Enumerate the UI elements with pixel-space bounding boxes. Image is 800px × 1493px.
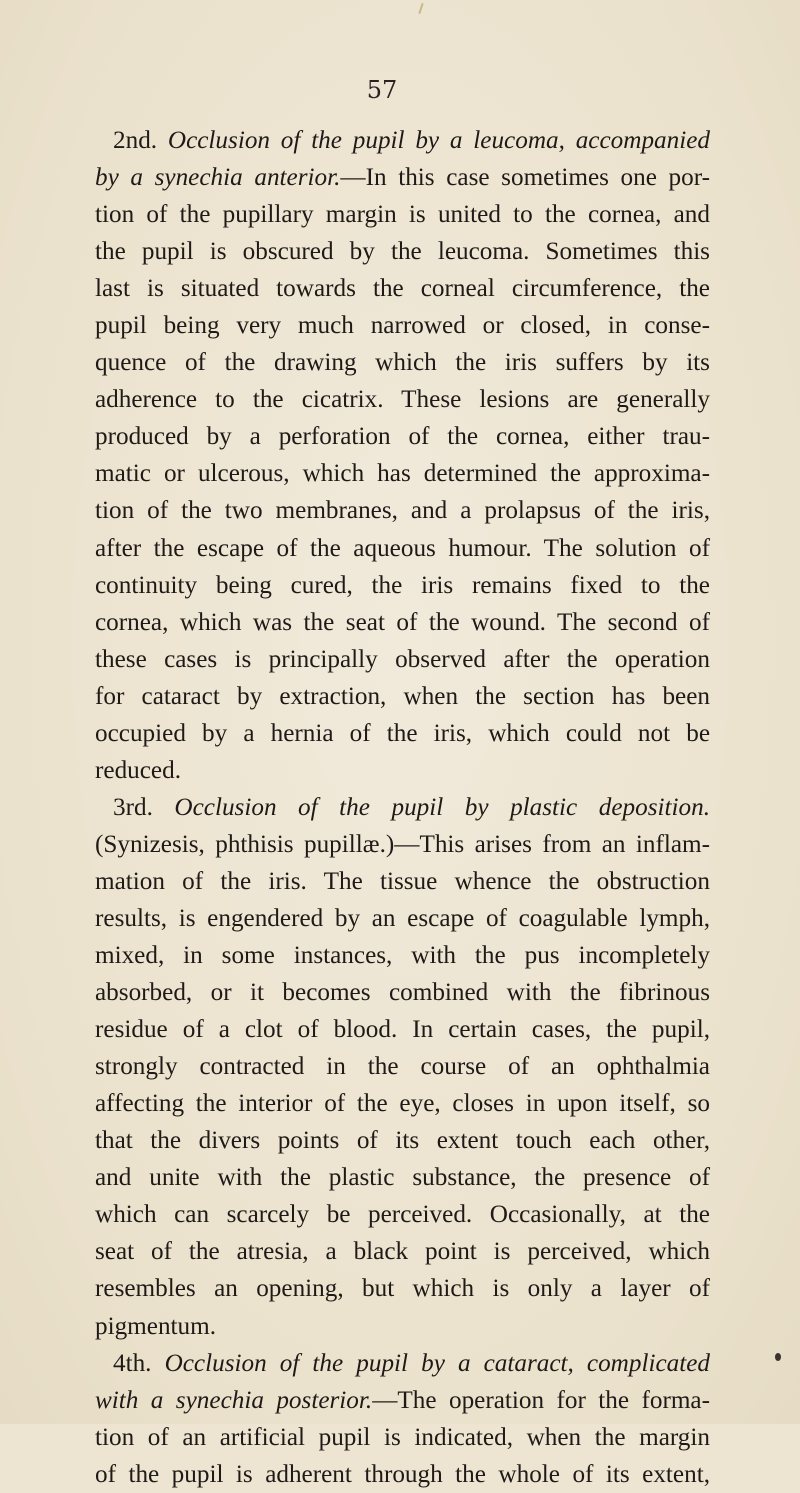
text-line: [95, 900, 710, 937]
italic-text: Occlusion of the pupil by a cataract, complicated: [164, 1349, 711, 1377]
text-line: [95, 196, 710, 233]
text-run: 2nd.: [113, 127, 168, 154]
text-line: [95, 678, 710, 715]
text-line: [95, 937, 710, 974]
text-line: [95, 1048, 710, 1085]
text-run: the pupil is obscured by the leucoma. Sometimes this: [95, 238, 710, 266]
text-run: that the divers points of its extent touch each other,: [95, 1127, 710, 1155]
text-line: [95, 1011, 710, 1048]
text-run: last is situated towards the corneal circumference, the: [95, 275, 710, 303]
text-line: [95, 530, 710, 567]
text-run: results, is engendered by an escape of coagulable lymph,: [95, 904, 710, 932]
text-run: and unite with the plastic substance, the presence of: [95, 1164, 710, 1192]
text-line: [95, 381, 710, 418]
text-run: occupied by a hernia of the iris, which could not be: [95, 719, 710, 747]
body-text: [95, 122, 710, 1493]
text-run: residue of a clot of blood. In certain cases, the pupil,: [95, 1016, 710, 1044]
text-run: which can scarcely be perceived. Occasionally, at the: [95, 1201, 710, 1229]
text-line: [95, 159, 710, 196]
text-run: strongly contracted in the course of an ophthalmia: [95, 1053, 710, 1081]
ink-dot: [775, 1353, 781, 1361]
italic-text: with a synechia posterior.: [95, 1386, 373, 1414]
text-line: [95, 233, 710, 270]
text-run: 3rd.: [113, 793, 175, 821]
text-line: [95, 974, 710, 1011]
text-line: [95, 604, 710, 641]
text-line: [95, 122, 710, 159]
text-line: [95, 270, 710, 307]
text-line: [95, 344, 710, 381]
text-line: [95, 567, 710, 604]
text-line: [95, 826, 710, 863]
text-run: resembles an opening, but which is only a layer of: [95, 1275, 710, 1303]
italic-text: Occlusion of the pupil by a leucoma, accompanied: [167, 127, 710, 154]
text-run: adherence to the cicatrix. These lesions are generally: [95, 386, 710, 414]
text-run: affecting the interior of the eye, closes in upon itself, so: [95, 1090, 710, 1118]
text-run: produced by a perforation of the cornea, either trau-: [95, 423, 710, 451]
text-run: tion of the pupillary margin is united to the cornea, and: [95, 201, 710, 229]
text-line: [95, 1159, 710, 1196]
text-run: matic or ulcerous, which has determined the approxima-: [95, 460, 710, 488]
text-line: [95, 1122, 710, 1159]
text-line: [95, 789, 710, 826]
text-line: [95, 455, 710, 492]
text-run: pigmentum.: [95, 1312, 217, 1340]
text-run: absorbed, or it becomes combined with the fibrinous: [95, 979, 710, 1007]
text-line: [95, 1419, 710, 1456]
text-line: [95, 1196, 710, 1233]
italic-text: by a synechia anterior.: [95, 164, 341, 192]
text-line: [95, 1382, 710, 1419]
text-run: —The operation for the forma-: [372, 1386, 711, 1414]
page-number: 57: [366, 76, 398, 104]
text-line: [95, 1345, 710, 1382]
text-run: tion of an artificial pupil is indicated, when the margin: [95, 1423, 710, 1451]
text-run: of the pupil is adherent through the whole of its extent,: [95, 1460, 710, 1488]
text-run: quence of the drawing which the iris suffers by its: [95, 349, 710, 377]
text-run: continuity being cured, the iris remains fixed to the: [95, 571, 710, 599]
text-line: [95, 863, 710, 900]
text-line: [95, 1456, 710, 1493]
text-line: [95, 307, 710, 344]
text-run: reduced.: [95, 756, 182, 784]
italic-text: Occlusion of the pupil by plastic deposition.: [174, 793, 710, 821]
text-line: [95, 1308, 710, 1345]
text-run: 4th.: [113, 1349, 165, 1377]
text-line: [95, 715, 710, 752]
text-run: pupil being very much narrowed or closed, in conse-: [95, 312, 710, 340]
text-line: [95, 1085, 710, 1122]
text-line: [95, 1233, 710, 1270]
text-run: mixed, in some instances, with the pus incompletely: [95, 942, 710, 970]
text-run: —In this case sometimes one por-: [340, 164, 710, 192]
text-run: cornea, which was the seat of the wound. The second of: [95, 608, 710, 636]
text-run: after the escape of the aqueous humour. The solution of: [95, 534, 710, 562]
text-run: tion of the two membranes, and a prolapsus of the iris,: [95, 497, 710, 525]
text-line: [95, 752, 710, 789]
text-run: (Synizesis, phthisis pupillæ.)—This arises from an inflam-: [95, 830, 710, 858]
text-line: [95, 418, 710, 455]
text-line: [95, 1270, 710, 1307]
text-run: mation of the iris. The tissue whence the obstruction: [95, 867, 710, 895]
ink-mark: [418, 3, 423, 14]
text-run: these cases is principally observed after the operation: [95, 645, 710, 673]
text-line: [95, 492, 710, 529]
text-run: seat of the atresia, a black point is perceived, which: [95, 1238, 710, 1266]
text-run: for cataract by extraction, when the section has been: [95, 682, 710, 710]
text-line: [95, 641, 710, 678]
